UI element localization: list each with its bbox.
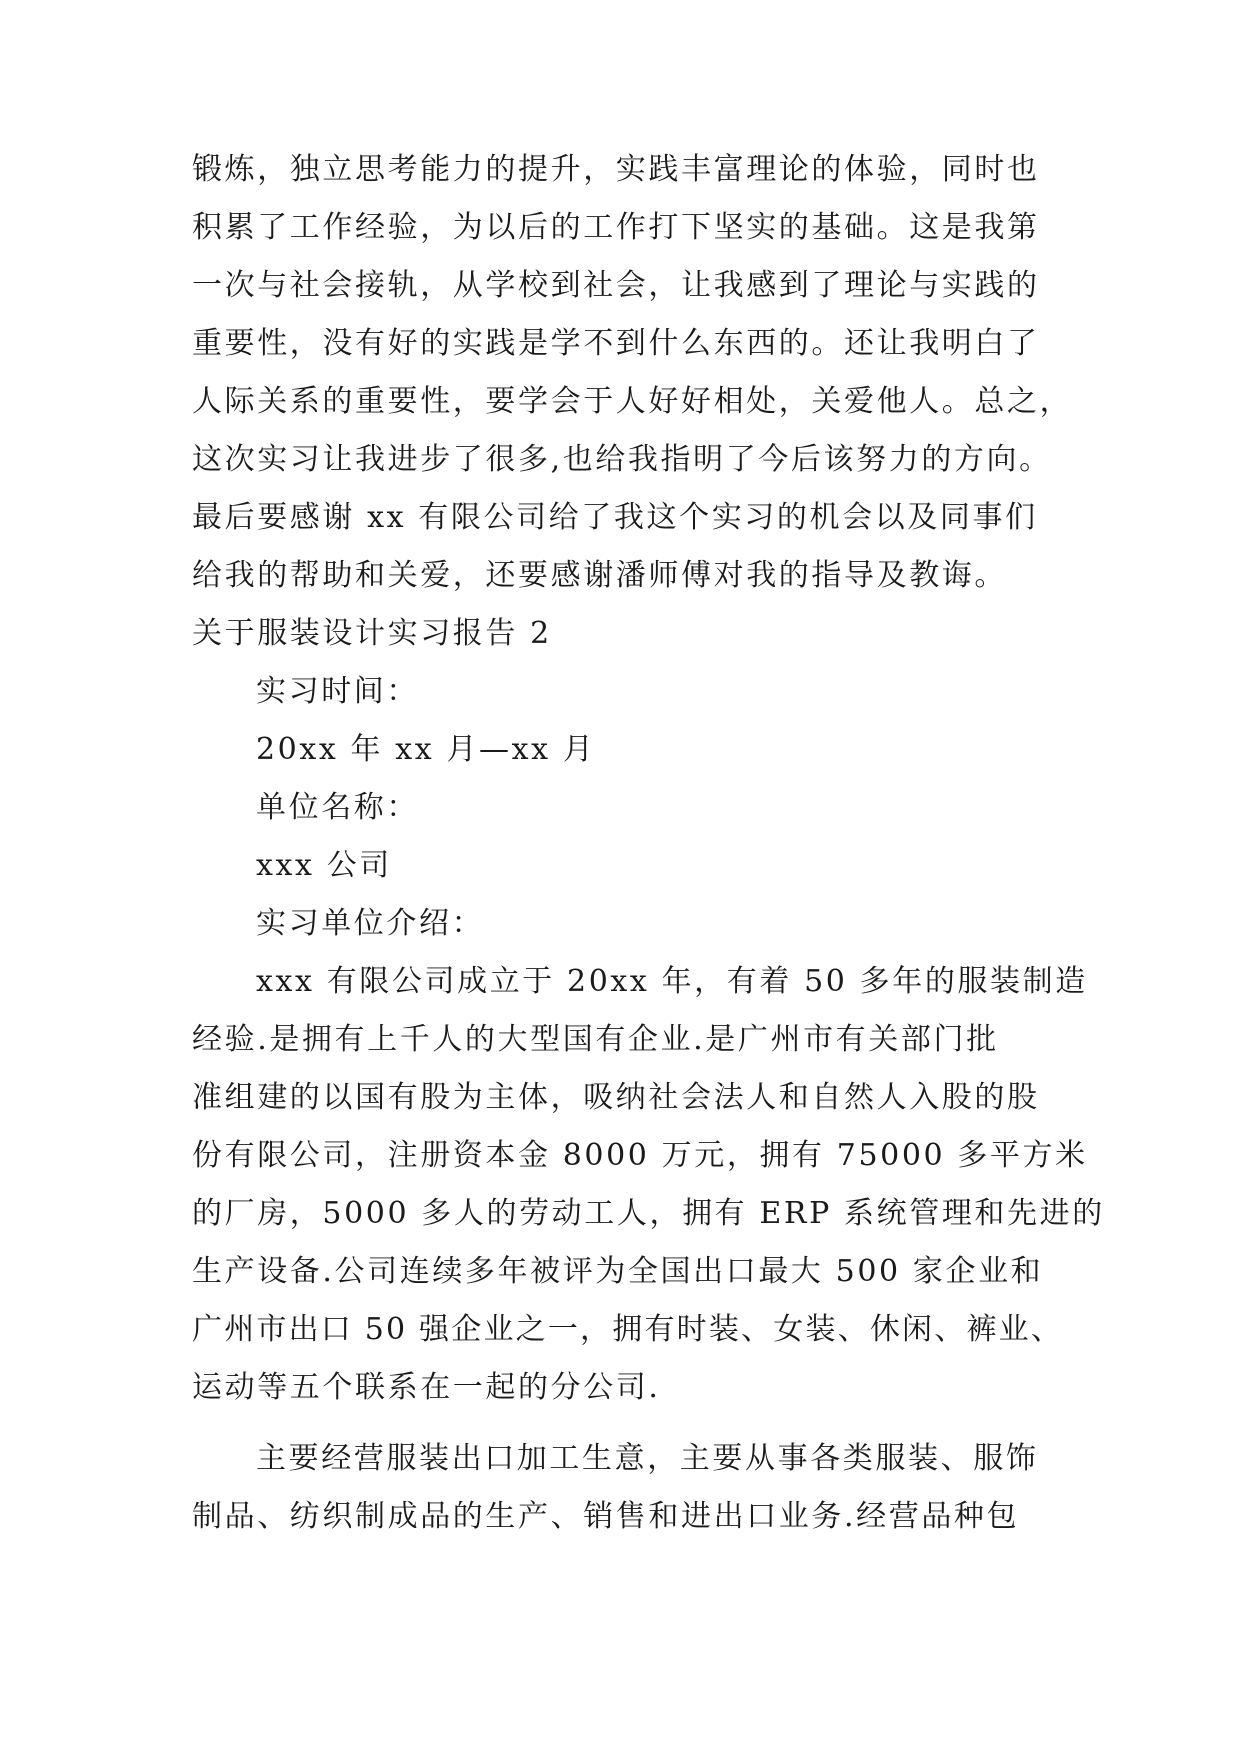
field-label-unit-intro: 实习单位介绍： <box>256 906 485 941</box>
field-value-internship-time: 20xx 年 xx 月—xx 月 <box>256 732 596 767</box>
text-line: 主要经营服装出口加工生意，主要从事各类服装、服饰 <box>256 1441 1039 1476</box>
text-line: 一次与社会接轨，从学校到社会，让我感到了理论与实践的 <box>192 268 1040 303</box>
field-value-unit-name: xxx 公司 <box>256 848 392 883</box>
text-line: 生产设备.公司连续多年被评为全国出口最大 500 家企业和 <box>192 1254 1044 1289</box>
text-line: 广州市出口 50 强企业之一，拥有时装、女装、休闲、裤业、 <box>192 1312 1064 1347</box>
text-line: 这次实习让我进步了很多,也给我指明了今后该努力的方向。 <box>192 442 1052 477</box>
text-line: 人际关系的重要性，要学会于人好好相处，关爱他人。总之， <box>192 384 1073 419</box>
text-line: xxx 有限公司成立于 20xx 年，有着 50 多年的服装制造 <box>256 964 1088 999</box>
text-line: 运动等五个联系在一起的分公司. <box>192 1370 661 1405</box>
field-label-unit-name: 单位名称： <box>256 790 419 825</box>
text-line: 重要性，没有好的实践是学不到什么东西的。还让我明白了 <box>192 326 1040 361</box>
text-line: 的厂房，5000 多人的劳动工人，拥有 ERP 系统管理和先进的 <box>192 1196 1105 1231</box>
text-line: 积累了工作经验，为以后的工作打下坚实的基础。这是我第 <box>192 210 1040 245</box>
text-line: 最后要感谢 xx 有限公司给了我这个实习的机会以及同事们 <box>192 500 1038 535</box>
text-line: 锻炼，独立思考能力的提升，实践丰富理论的体验，同时也 <box>192 152 1040 187</box>
text-line: 份有限公司，注册资本金 8000 万元，拥有 75000 多平方米 <box>192 1138 1088 1173</box>
text-line: 给我的帮助和关爱，还要感谢潘师傅对我的指导及教诲。 <box>192 558 1007 593</box>
text-line: 制品、纺织制成品的生产、销售和进出口业务.经营品种包 <box>192 1499 1020 1534</box>
text-line: 准组建的以国有股为主体，吸纳社会法人和自然人入股的股 <box>192 1080 1040 1115</box>
field-label-internship-time: 实习时间： <box>256 674 419 709</box>
text-line: 经验.是拥有上千人的大型国有企业.是广州市有关部门批 <box>192 1022 999 1057</box>
section-heading: 关于服装设计实习报告 2 <box>192 616 552 651</box>
